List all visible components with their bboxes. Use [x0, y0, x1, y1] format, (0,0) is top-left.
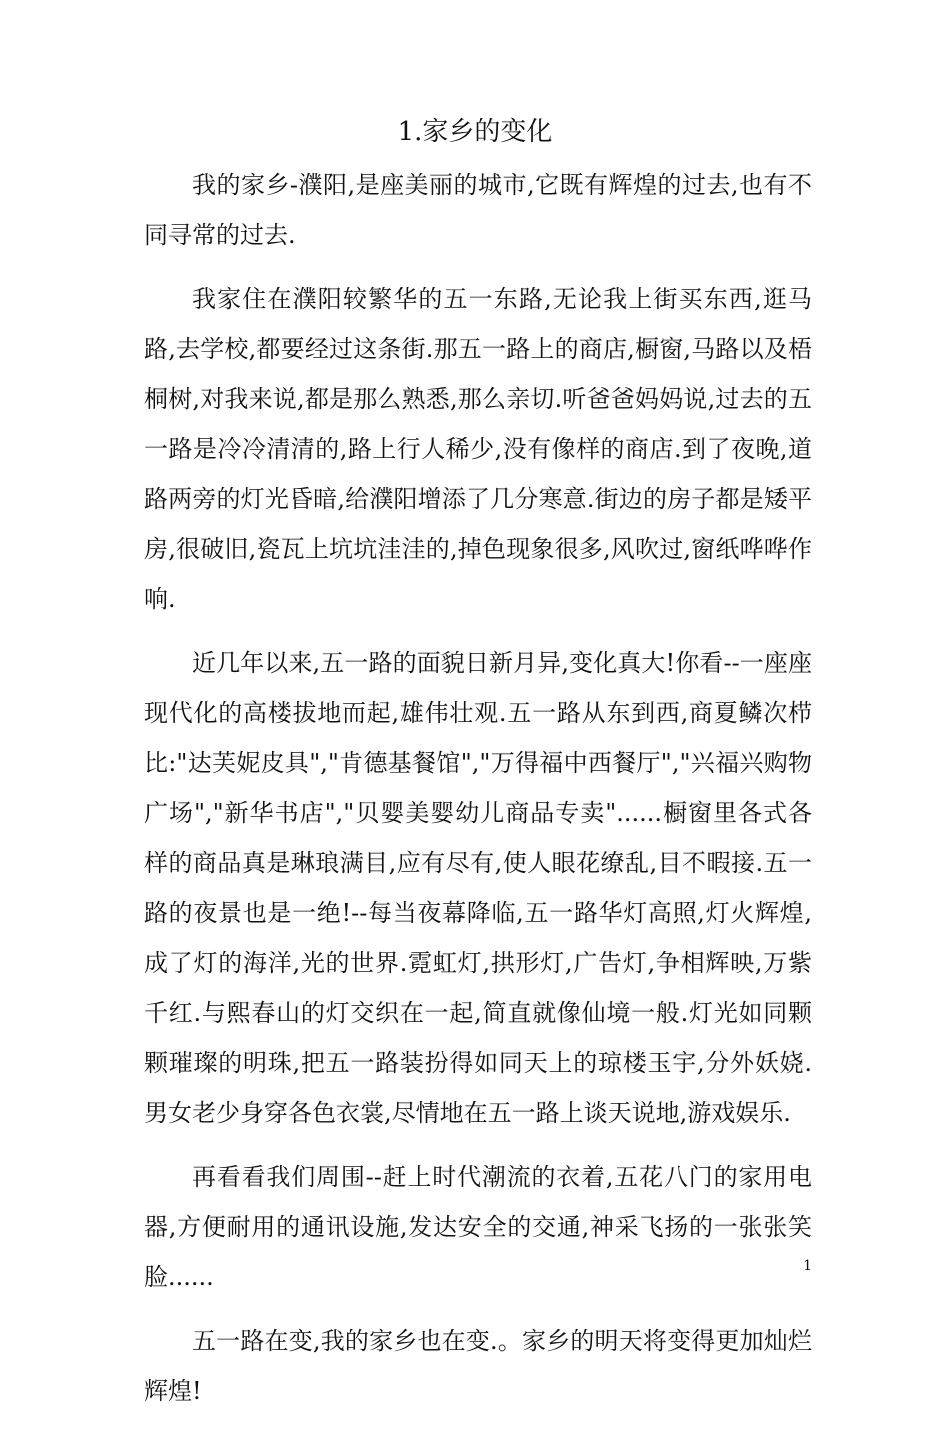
- paragraph-4: 再看看我们周围--赶上时代潮流的衣着,五花八门的家用电器,方便耐用的通讯设施,发达安全的交通,神采飞扬的一张张笑脸......: [144, 1163, 812, 1291]
- document-body: [144, 160, 812, 1430]
- paragraph-5: 五一路在变,我的家乡也在变.。家乡的明天将变得更加灿烂辉煌!: [144, 1327, 812, 1405]
- paragraph-1: 我的家乡-濮阳,是座美丽的城市,它既有辉煌的过去,也有不同寻常的过去.: [144, 171, 812, 249]
- document-title: 1.家乡的变化: [397, 117, 553, 147]
- page-number: 1: [803, 1258, 812, 1274]
- paragraph-3: 近几年以来,五一路的面貌日新月异,变化真大!你看--一座座现代化的高楼拔地而起,雄伟壮观.五一路从东到西,商夏鳞次栉比:"达芙妮皮具","肯德基餐馆","万得福中西餐厅","兴福兴购物广场","新华书店","贝婴美婴幼儿商品专卖"......橱窗里各式各样的商品真是琳琅满目,应有尽有,使人眼花缭乱,目不暇接.五一路的夜景也是一绝!--每当夜幕降临,五一路华灯高照,灯火辉煌,成了灯的海洋,光的世界.霓虹灯,拱形灯,广告灯,争相辉映,万紫千红.与熙春山的灯交织在一起,简直就像仙境一般.灯光如同颗颗璀璨的明珠,把五一路装扮得如同天上的琼楼玉宇,分外妖娆.男女老少身穿各色衣裳,尽情地在五一路上谈天说地,游戏娱乐.: [144, 649, 812, 1127]
- paragraph-2: 我家住在濮阳较繁华的五一东路,无论我上街买东西,逛马路,去学校,都要经过这条街.那五一路上的商店,橱窗,马路以及梧桐树,对我来说,都是那么熟悉,那么亲切.听爸爸妈妈说,过去的五一路是冷冷清清的,路上行人稀少,没有像样的商店.到了夜晚,道路两旁的灯光昏暗,给濮阳增添了几分寒意.街边的房子都是矮平房,很破旧,瓷瓦上坑坑洼洼的,掉色现象很多,风吹过,窗纸哗哗作响.: [144, 285, 812, 613]
